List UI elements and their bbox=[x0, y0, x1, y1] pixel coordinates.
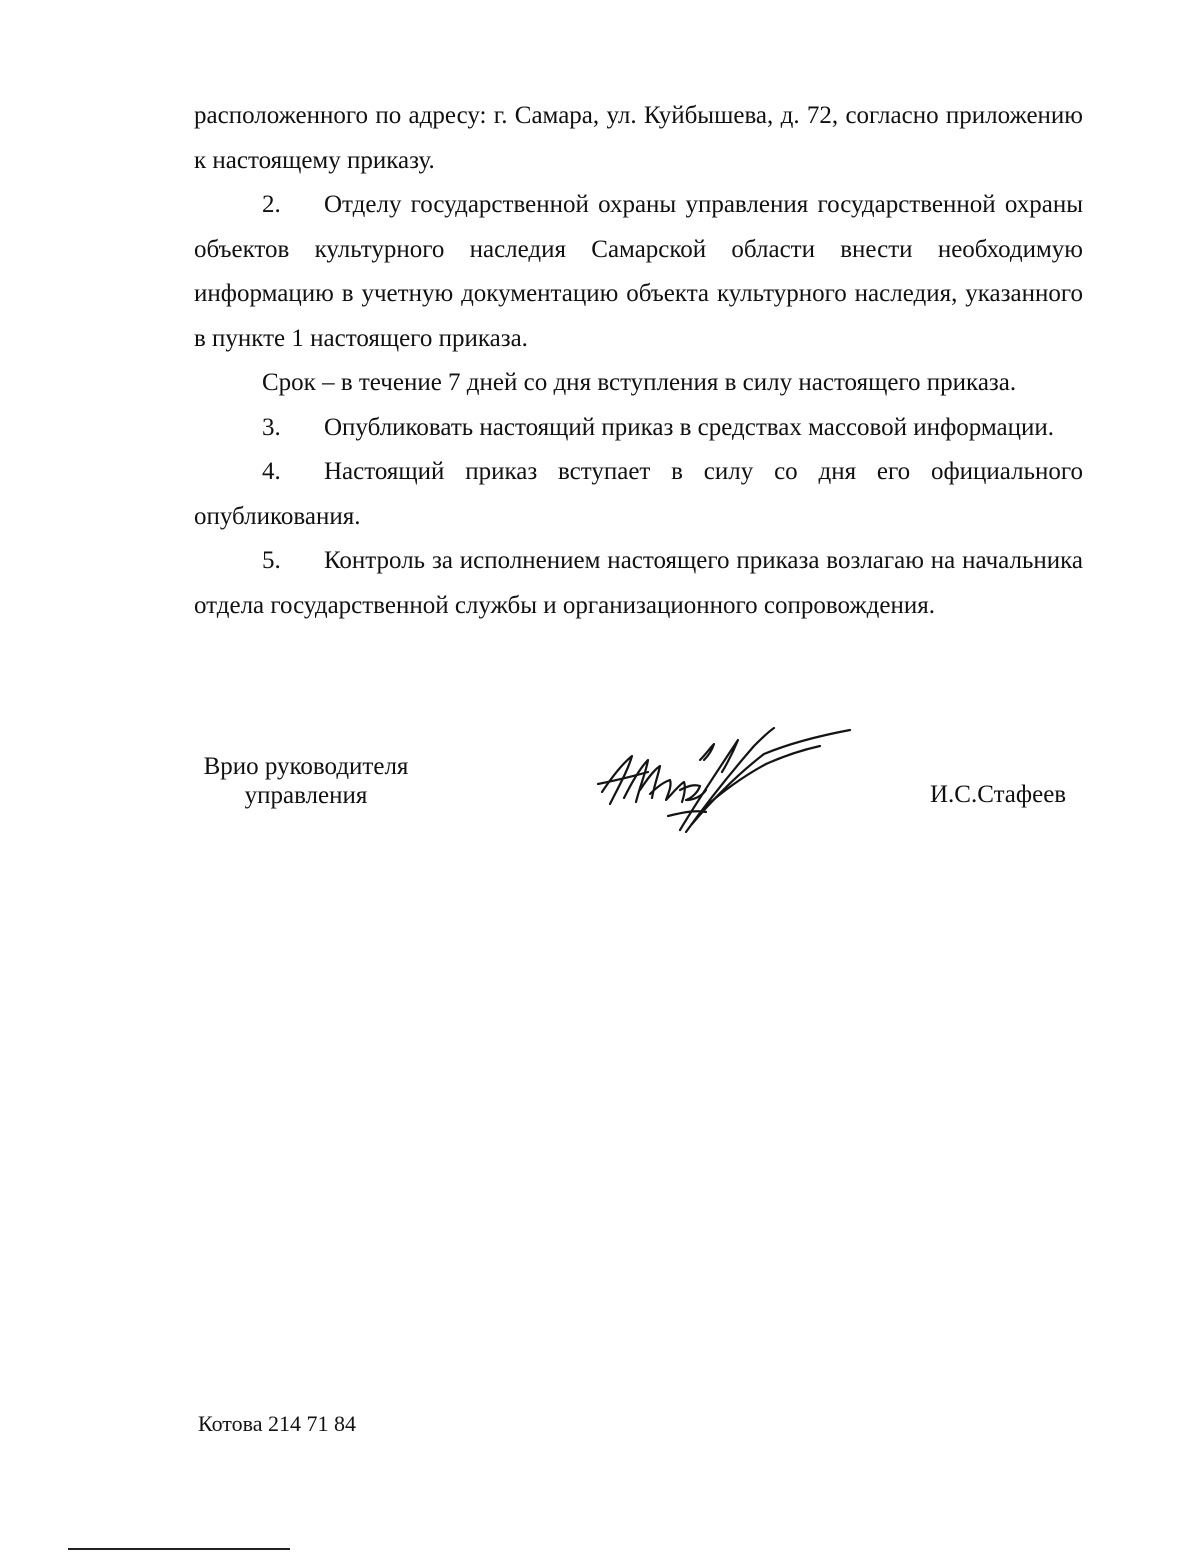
paragraph-number: 4. bbox=[262, 458, 281, 485]
paragraph-text: Контроль за исполнением настоящего приказа возлагаю на начальника отдела государственной службы и организационного сопровождения. bbox=[194, 547, 1083, 619]
paragraph-5 bbox=[194, 539, 1083, 628]
paragraph-2 bbox=[194, 183, 1083, 361]
position-line-1: Врио руководителя bbox=[203, 753, 409, 780]
signatory-position bbox=[186, 752, 426, 810]
paragraph-text: Настоящий приказ вступает в силу со дня его официального опубликования. bbox=[194, 458, 1083, 530]
position-line-2: управления bbox=[244, 782, 368, 809]
signature-block bbox=[0, 720, 1200, 870]
signatory-name: И.С.Стафеев bbox=[930, 781, 1067, 808]
executor-contact: Котова 214 71 84 bbox=[198, 1411, 356, 1436]
paragraph-3 bbox=[194, 406, 1083, 451]
paragraph-number: 3. bbox=[262, 413, 281, 441]
footer-divider bbox=[68, 1548, 290, 1550]
paragraph-text: Отделу государственной охраны управления государственной охраны объектов культурного наследия Самарской области внести необходимую информацию в учетную документацию объекта культурного наследия, указанного в пункте 1 настоящего приказа. bbox=[194, 191, 1083, 352]
paragraph-text: Срок – в течение 7 дней со дня вступления в силу настоящего приказа. bbox=[262, 369, 1017, 396]
paragraph-number: 2. bbox=[262, 191, 281, 218]
paragraph-text: Опубликовать настоящий приказ в средствах массовой информации. bbox=[324, 413, 1055, 441]
paragraph-deadline bbox=[194, 361, 1083, 406]
paragraph-4 bbox=[194, 450, 1083, 539]
document-body bbox=[194, 94, 1083, 628]
paragraph-number: 5. bbox=[262, 547, 281, 574]
handwritten-signature bbox=[588, 720, 858, 840]
paragraph-1-continuation bbox=[194, 94, 1083, 183]
paragraph-text: расположенного по адресу: г. Самара, ул. Куйбышева, д. 72, согласно приложению к настоящему приказу. bbox=[194, 102, 1083, 174]
